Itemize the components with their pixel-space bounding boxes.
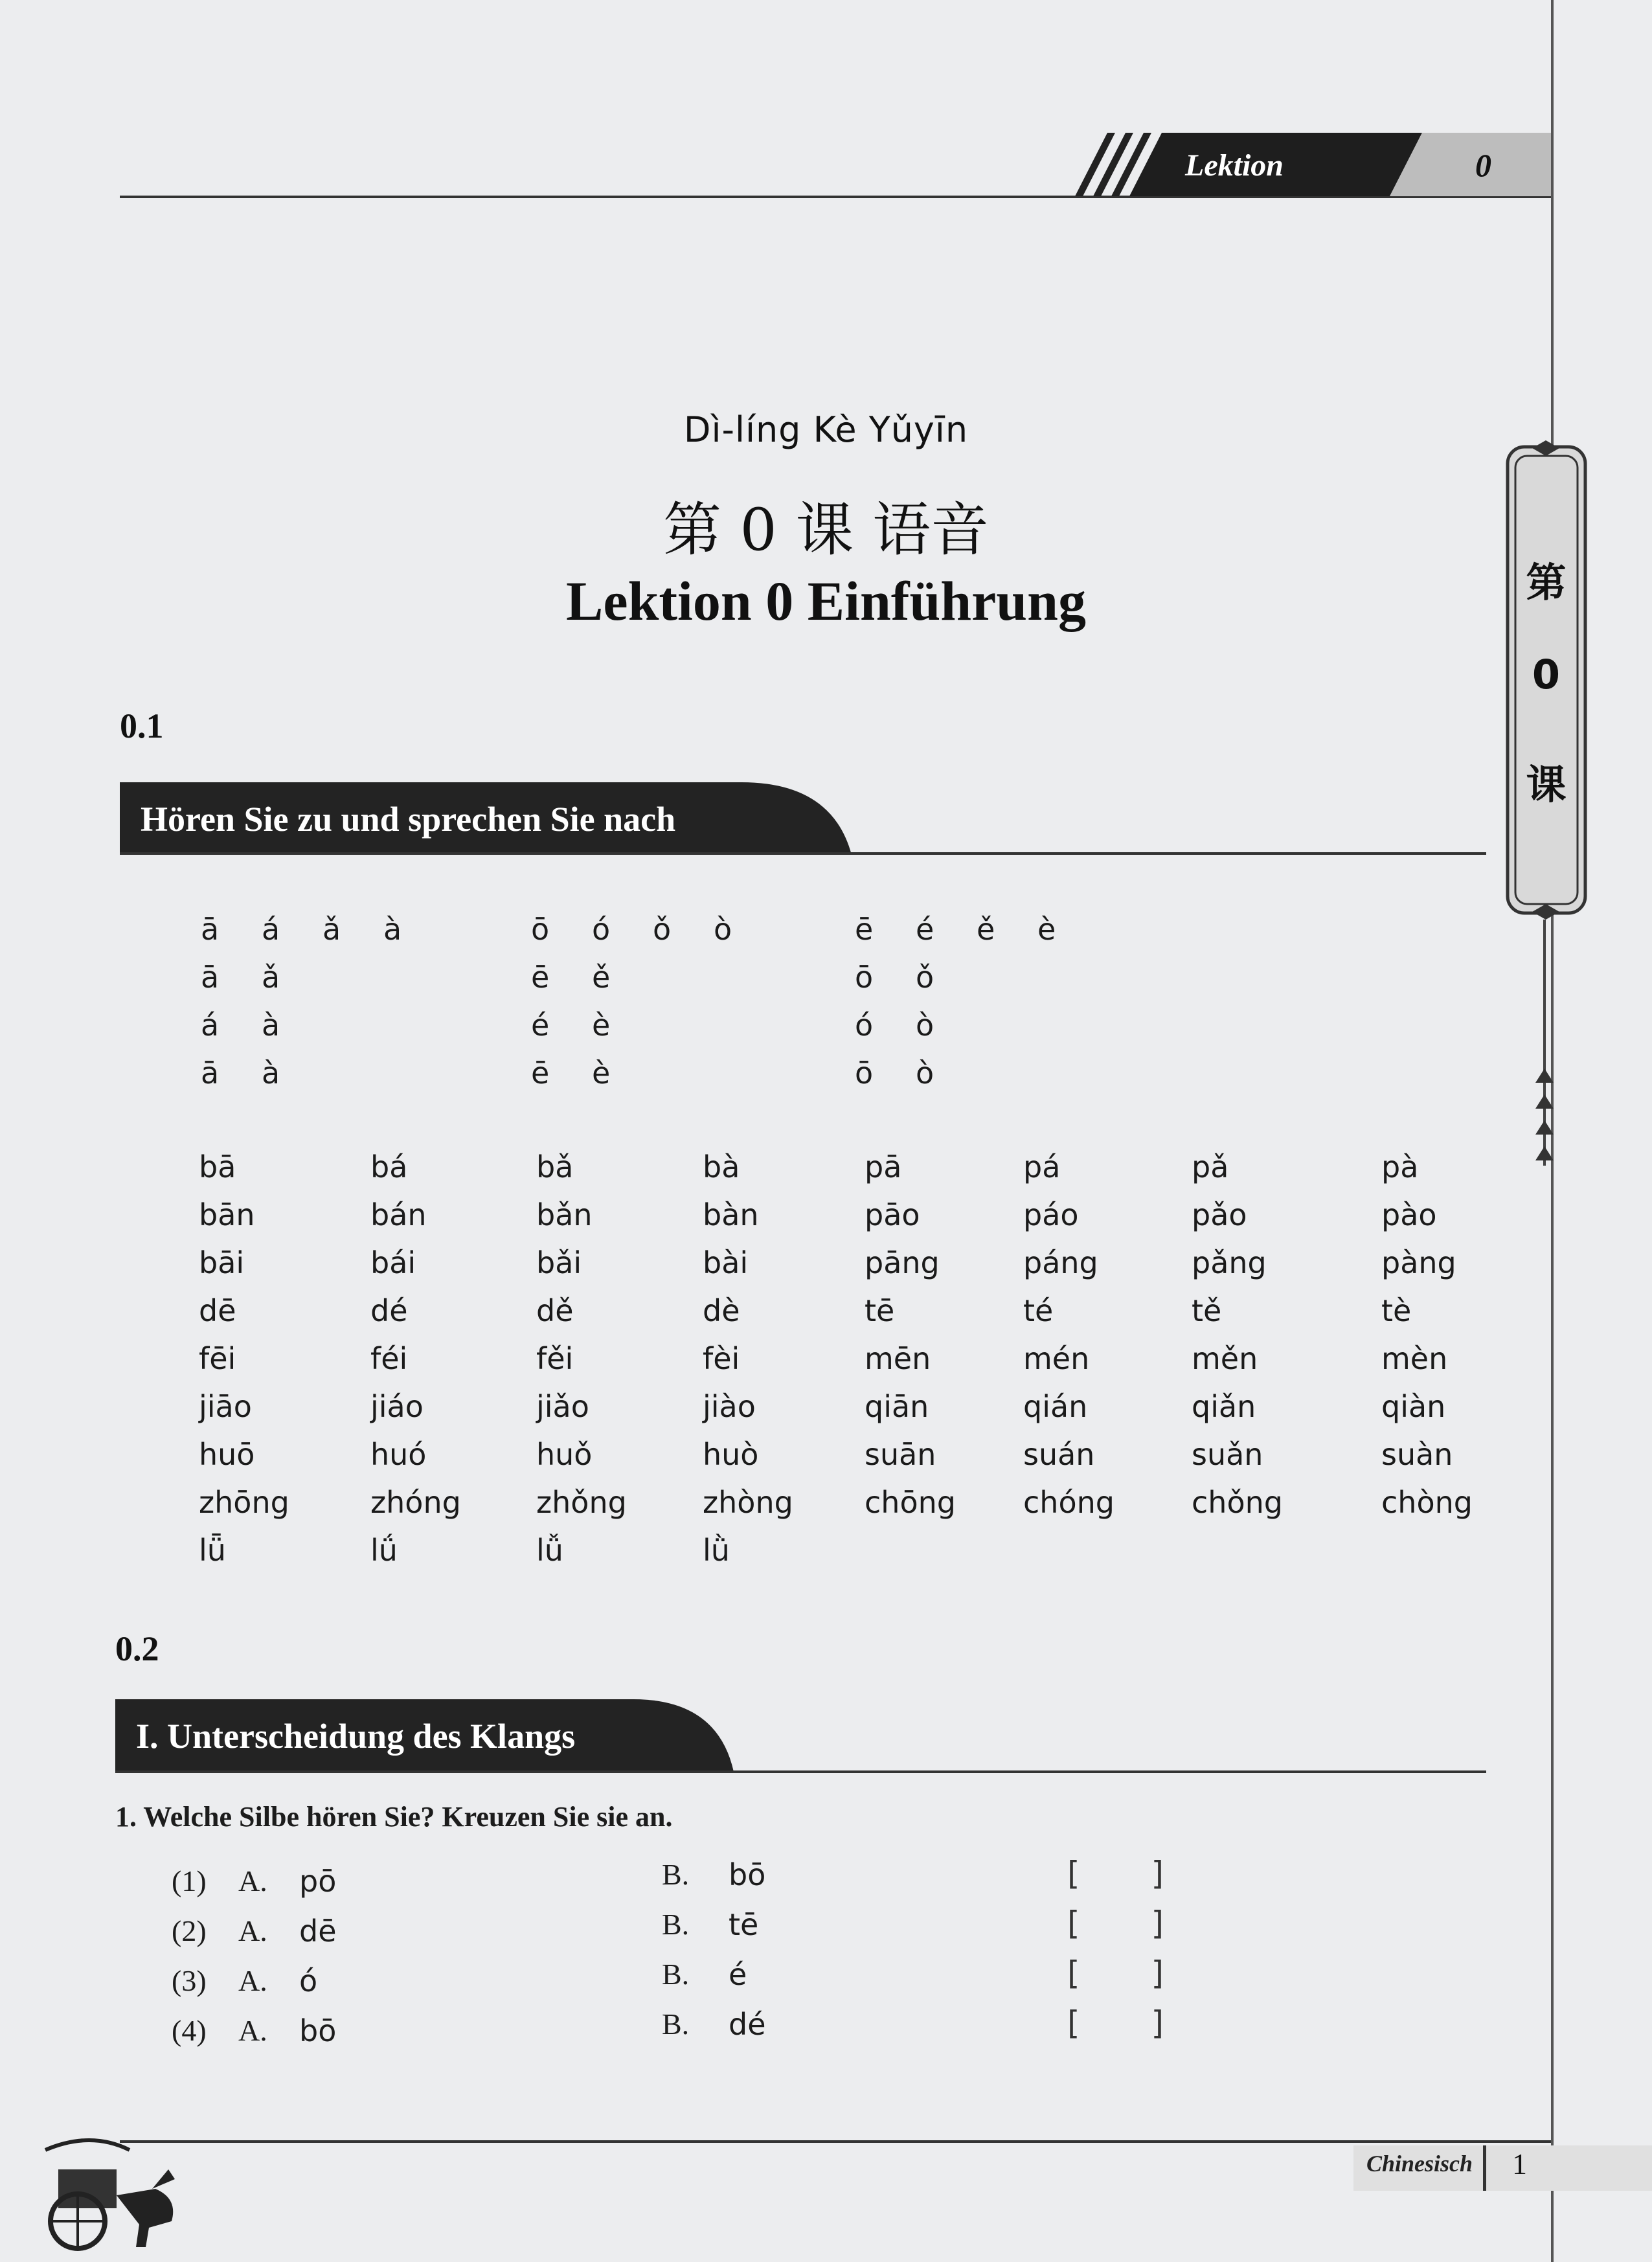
tone-vowel: à [383, 912, 402, 947]
bracket-close-icon: ] [1151, 1905, 1164, 1942]
option-a-syllable: bō [299, 2013, 337, 2048]
syllable: huō [199, 1437, 255, 1472]
option-a-label: A. [238, 2014, 267, 2047]
syllable: pàng [1381, 1245, 1456, 1280]
section-rule [115, 1770, 1486, 1773]
tone-vowel: à [262, 1008, 280, 1043]
section-banner-0-2 [115, 1699, 734, 1772]
syllable: pāng [865, 1245, 940, 1280]
syllable: lǚ [536, 1533, 563, 1568]
syllable: bái [370, 1245, 416, 1280]
option-a-syllable: pō [299, 1864, 337, 1899]
answer-checkbox[interactable] [1067, 1905, 1164, 1942]
option-b-syllable: dé [729, 2007, 766, 2042]
tone-vowel: ě [592, 960, 611, 995]
section-number-0-2: 0.2 [115, 1629, 159, 1668]
syllable: jiǎo [536, 1389, 589, 1424]
tone-vowel: é [916, 912, 934, 947]
bracket-open-icon: [ [1067, 1855, 1080, 1892]
tone-vowel: á [262, 912, 280, 947]
section-banner-text: I. Unterscheidung des Klangs [136, 1717, 576, 1756]
tone-vowel: ǒ [916, 960, 934, 995]
syllable: qiàn [1381, 1389, 1446, 1424]
item-number: (4) [172, 2014, 207, 2047]
tone-vowel: ē [855, 912, 874, 947]
bracket-close-icon: ] [1151, 1954, 1164, 1992]
option-a-label: A. [238, 1964, 267, 1997]
tone-vowel: è [1037, 912, 1056, 947]
syllable: dé [370, 1293, 408, 1328]
syllable: chǒng [1192, 1485, 1283, 1520]
option-b-label: B. [662, 1908, 690, 1941]
syllable: bàn [703, 1197, 759, 1232]
tone-vowel: ò [916, 1056, 934, 1091]
syllable: suān [865, 1437, 936, 1472]
syllable: pào [1381, 1197, 1437, 1232]
syllable: zhóng [370, 1485, 461, 1520]
tone-vowel: ò [714, 912, 732, 947]
syllable: féi [370, 1341, 408, 1376]
syllable: pāo [865, 1197, 920, 1232]
header-lektion-label: Lektion [1185, 148, 1284, 183]
section-banner-0-1 [120, 782, 852, 855]
syllable: chōng [865, 1485, 956, 1520]
syllable: jiáo [370, 1389, 424, 1424]
syllable: bǎ [536, 1149, 574, 1184]
syllable: dē [199, 1293, 236, 1328]
item-number: (3) [172, 1964, 207, 1997]
tone-vowel: è [592, 1008, 611, 1043]
tone-vowel: ǒ [653, 912, 672, 947]
side-tab-char-3: 课 [1526, 761, 1567, 808]
tone-vowel: è [592, 1056, 611, 1091]
syllable: fěi [536, 1341, 574, 1376]
syllable: páng [1023, 1245, 1098, 1280]
syllable: té [1023, 1293, 1054, 1328]
syllable: bán [370, 1197, 427, 1232]
syllable: bā [199, 1149, 236, 1184]
syllable: huò [703, 1437, 759, 1472]
syllable: pà [1381, 1149, 1419, 1184]
tone-vowel: ā [201, 912, 220, 947]
bracket-open-icon: [ [1067, 1905, 1080, 1942]
syllable: měn [1192, 1341, 1258, 1376]
tone-vowel: ō [855, 1056, 874, 1091]
footer-book-title: Chinesisch [1366, 2151, 1473, 2177]
bracket-close-icon: ] [1151, 2004, 1164, 2042]
side-tab-ornament [1525, 920, 1564, 1166]
syllable: lǘ [370, 1533, 398, 1568]
tone-vowel: ó [592, 912, 611, 947]
tone-vowel: ō [531, 912, 550, 947]
syllable: bà [703, 1149, 740, 1184]
syllable: tě [1192, 1293, 1222, 1328]
tone-vowel: à [262, 1056, 280, 1091]
lesson-title-chinese: 第 0 课 语音 [662, 496, 990, 564]
footer-rule [120, 2140, 1551, 2143]
syllable: fèi [703, 1341, 740, 1376]
lesson-title-pinyin: Dì-líng Kè Yǔyīn [683, 409, 969, 450]
syllable: chòng [1381, 1485, 1473, 1520]
syllable: bǎn [536, 1197, 593, 1232]
option-a-label: A. [238, 1864, 267, 1897]
tone-vowel: ǎ [262, 960, 280, 995]
answer-checkbox[interactable] [1067, 1954, 1164, 1992]
syllable: bāi [199, 1245, 245, 1280]
syllable: fēi [199, 1341, 236, 1376]
item-number: (2) [172, 1914, 207, 1947]
syllable: qiǎn [1192, 1389, 1256, 1424]
tone-vowel: ó [855, 1008, 874, 1043]
side-tab-char-1: 第 [1526, 559, 1567, 606]
syllable: pǎo [1192, 1197, 1247, 1232]
tone-vowel: ā [201, 1056, 220, 1091]
syllable: lǜ [703, 1533, 730, 1568]
syllable: suàn [1381, 1437, 1453, 1472]
tone-vowel: ē [531, 1056, 550, 1091]
answer-checkbox[interactable] [1067, 2004, 1164, 2042]
syllable: pǎng [1192, 1245, 1267, 1280]
item-number: (1) [172, 1864, 207, 1897]
tone-vowel: ò [916, 1008, 934, 1043]
syllable: bài [703, 1245, 749, 1280]
syllable: suán [1023, 1437, 1095, 1472]
section-banner-text: Hören Sie zu und sprechen Sie nach [141, 800, 676, 839]
syllable: zhòng [703, 1485, 793, 1520]
option-a-syllable: ó [299, 1963, 318, 1998]
syllable: jiāo [199, 1389, 252, 1424]
syllable: dè [703, 1293, 740, 1328]
option-b-syllable: é [729, 1957, 747, 1992]
syllable: lǖ [199, 1533, 226, 1568]
section-number-0-1: 0.1 [120, 707, 164, 745]
option-b-label: B. [662, 1858, 690, 1891]
syllable: pā [865, 1149, 902, 1184]
syllable: bá [370, 1149, 408, 1184]
tone-vowel: é [531, 1008, 550, 1043]
tone-vowel: ā [201, 960, 220, 995]
page-number: 1 [1512, 2147, 1527, 2180]
syllable: tē [865, 1293, 895, 1328]
syllable: zhōng [199, 1485, 289, 1520]
question-text: 1. Welche Silbe hören Sie? Kreuzen Sie sie an. [115, 1801, 673, 1833]
syllable: huǒ [536, 1437, 593, 1472]
syllable: tè [1381, 1293, 1412, 1328]
syllable: mēn [865, 1341, 931, 1376]
syllable: qián [1023, 1389, 1088, 1424]
option-b-syllable: tē [729, 1907, 759, 1942]
syllable: bān [199, 1197, 255, 1232]
bracket-close-icon: ] [1151, 1855, 1164, 1892]
syllable: qiān [865, 1389, 929, 1424]
syllable: suǎn [1192, 1437, 1263, 1472]
option-b-label: B. [662, 2008, 690, 2041]
tone-vowel: ē [531, 960, 550, 995]
section-rule [120, 852, 1486, 855]
chariot-logo-icon [19, 2124, 188, 2254]
syllable: zhǒng [536, 1485, 627, 1520]
syllable: jiào [703, 1389, 756, 1424]
tone-vowel: ě [977, 912, 995, 947]
syllable: pá [1023, 1149, 1061, 1184]
tone-vowel: ǎ [322, 912, 341, 947]
option-b-syllable: bō [729, 1857, 766, 1892]
syllable: mèn [1381, 1341, 1448, 1376]
lesson-title-german: Lektion 0 Einführung [566, 570, 1086, 632]
option-a-label: A. [238, 1914, 267, 1947]
side-tab-char-2: 0 [1532, 651, 1561, 698]
syllable: chóng [1023, 1485, 1115, 1520]
answer-checkbox[interactable] [1067, 1855, 1164, 1892]
syllable: páo [1023, 1197, 1079, 1232]
syllable: dě [536, 1293, 574, 1328]
tone-vowel: á [201, 1008, 220, 1043]
option-a-syllable: dē [299, 1914, 337, 1949]
syllable: pǎ [1192, 1149, 1229, 1184]
syllable: huó [370, 1437, 427, 1472]
syllable: bǎi [536, 1245, 582, 1280]
syllable: mén [1023, 1341, 1090, 1376]
tone-vowel: ō [855, 960, 874, 995]
header-lektion-number: 0 [1475, 147, 1491, 183]
option-b-label: B. [662, 1958, 690, 1991]
bracket-open-icon: [ [1067, 1954, 1080, 1992]
bracket-open-icon: [ [1067, 2004, 1080, 2042]
